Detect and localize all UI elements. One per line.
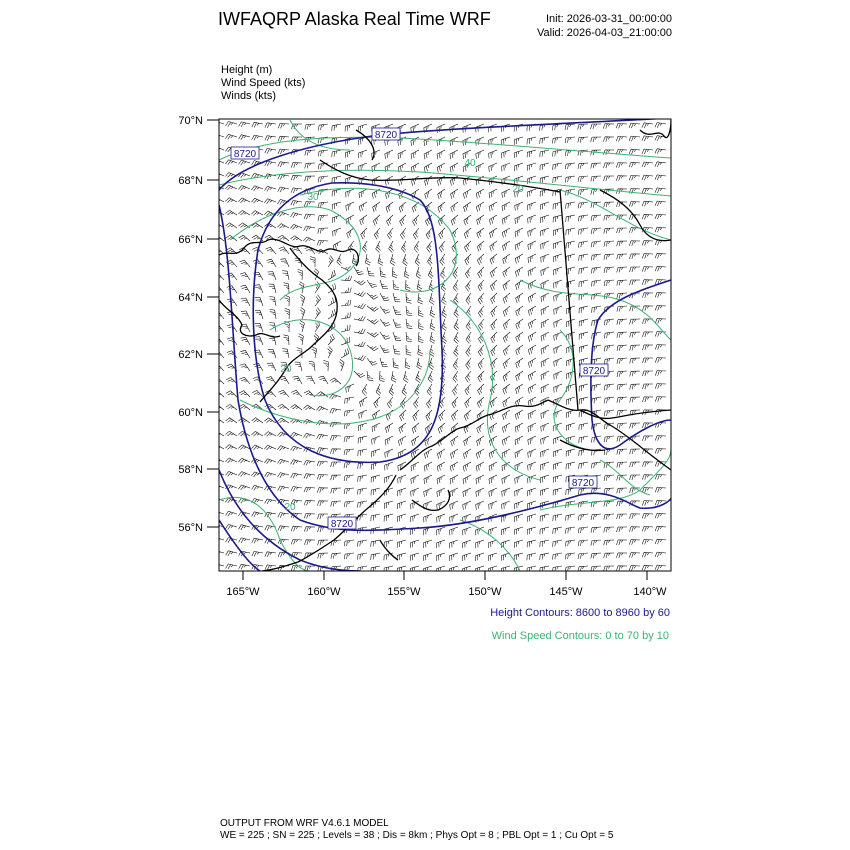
height-label-nw: 8720 <box>233 149 257 160</box>
wind-speed-contours-legend: Wind Speed Contours: 0 to 70 by 10 <box>491 630 669 642</box>
height-contours-legend: Height Contours: 8600 to 8960 by 60 <box>490 607 670 619</box>
field-label-height: Height (m) <box>221 64 273 76</box>
speed-label-5: 20 <box>284 502 296 513</box>
lat-ticks <box>207 120 219 527</box>
lon-label-150: 150°W <box>468 586 502 598</box>
model-output-line: OUTPUT FROM WRF V4.6.1 MODEL <box>220 818 389 829</box>
height-label-e: 8720 <box>582 366 606 377</box>
lon-label-165: 165°W <box>226 586 260 598</box>
lat-label-62: 62°N <box>178 349 203 361</box>
lon-label-160: 160°W <box>307 586 341 598</box>
lat-label-66: 66°N <box>178 234 203 246</box>
lon-label-155: 155°W <box>387 586 421 598</box>
lon-ticks <box>243 571 647 580</box>
lon-label-140: 140°W <box>633 586 667 598</box>
model-config-line: WE = 225 ; SN = 225 ; Levels = 38 ; Dis = 8km ; Phys Opt = 8 ; PBL Opt = 1 ; Cu Opt = 5 <box>220 830 614 841</box>
lat-label-70: 70°N <box>178 115 203 127</box>
lat-label-56: 56°N <box>178 522 203 534</box>
valid-time: Valid: 2026-04-03_21:00:00 <box>537 27 672 39</box>
height-label-s: 8720 <box>330 519 354 530</box>
lon-label-145: 145°W <box>549 586 583 598</box>
height-label-n: 8720 <box>374 130 398 141</box>
field-label-winds: Winds (kts) <box>221 90 276 102</box>
speed-label-3: 30 <box>307 192 319 203</box>
init-time: Init: 2026-03-31_00:00:00 <box>546 13 672 25</box>
speed-label-1: 40 <box>464 158 476 169</box>
speed-label-4: 20 <box>280 364 292 375</box>
chart-title: IWFAQRP Alaska Real Time WRF <box>218 9 491 29</box>
lat-label-60: 60°N <box>178 407 203 419</box>
field-label-wind-speed: Wind Speed (kts) <box>221 77 306 89</box>
speed-label-2: 20 <box>512 184 524 195</box>
lat-label-68: 68°N <box>178 175 203 187</box>
lat-label-64: 64°N <box>178 292 203 304</box>
height-label-se: 8720 <box>571 478 595 489</box>
lat-label-58: 58°N <box>178 464 203 476</box>
